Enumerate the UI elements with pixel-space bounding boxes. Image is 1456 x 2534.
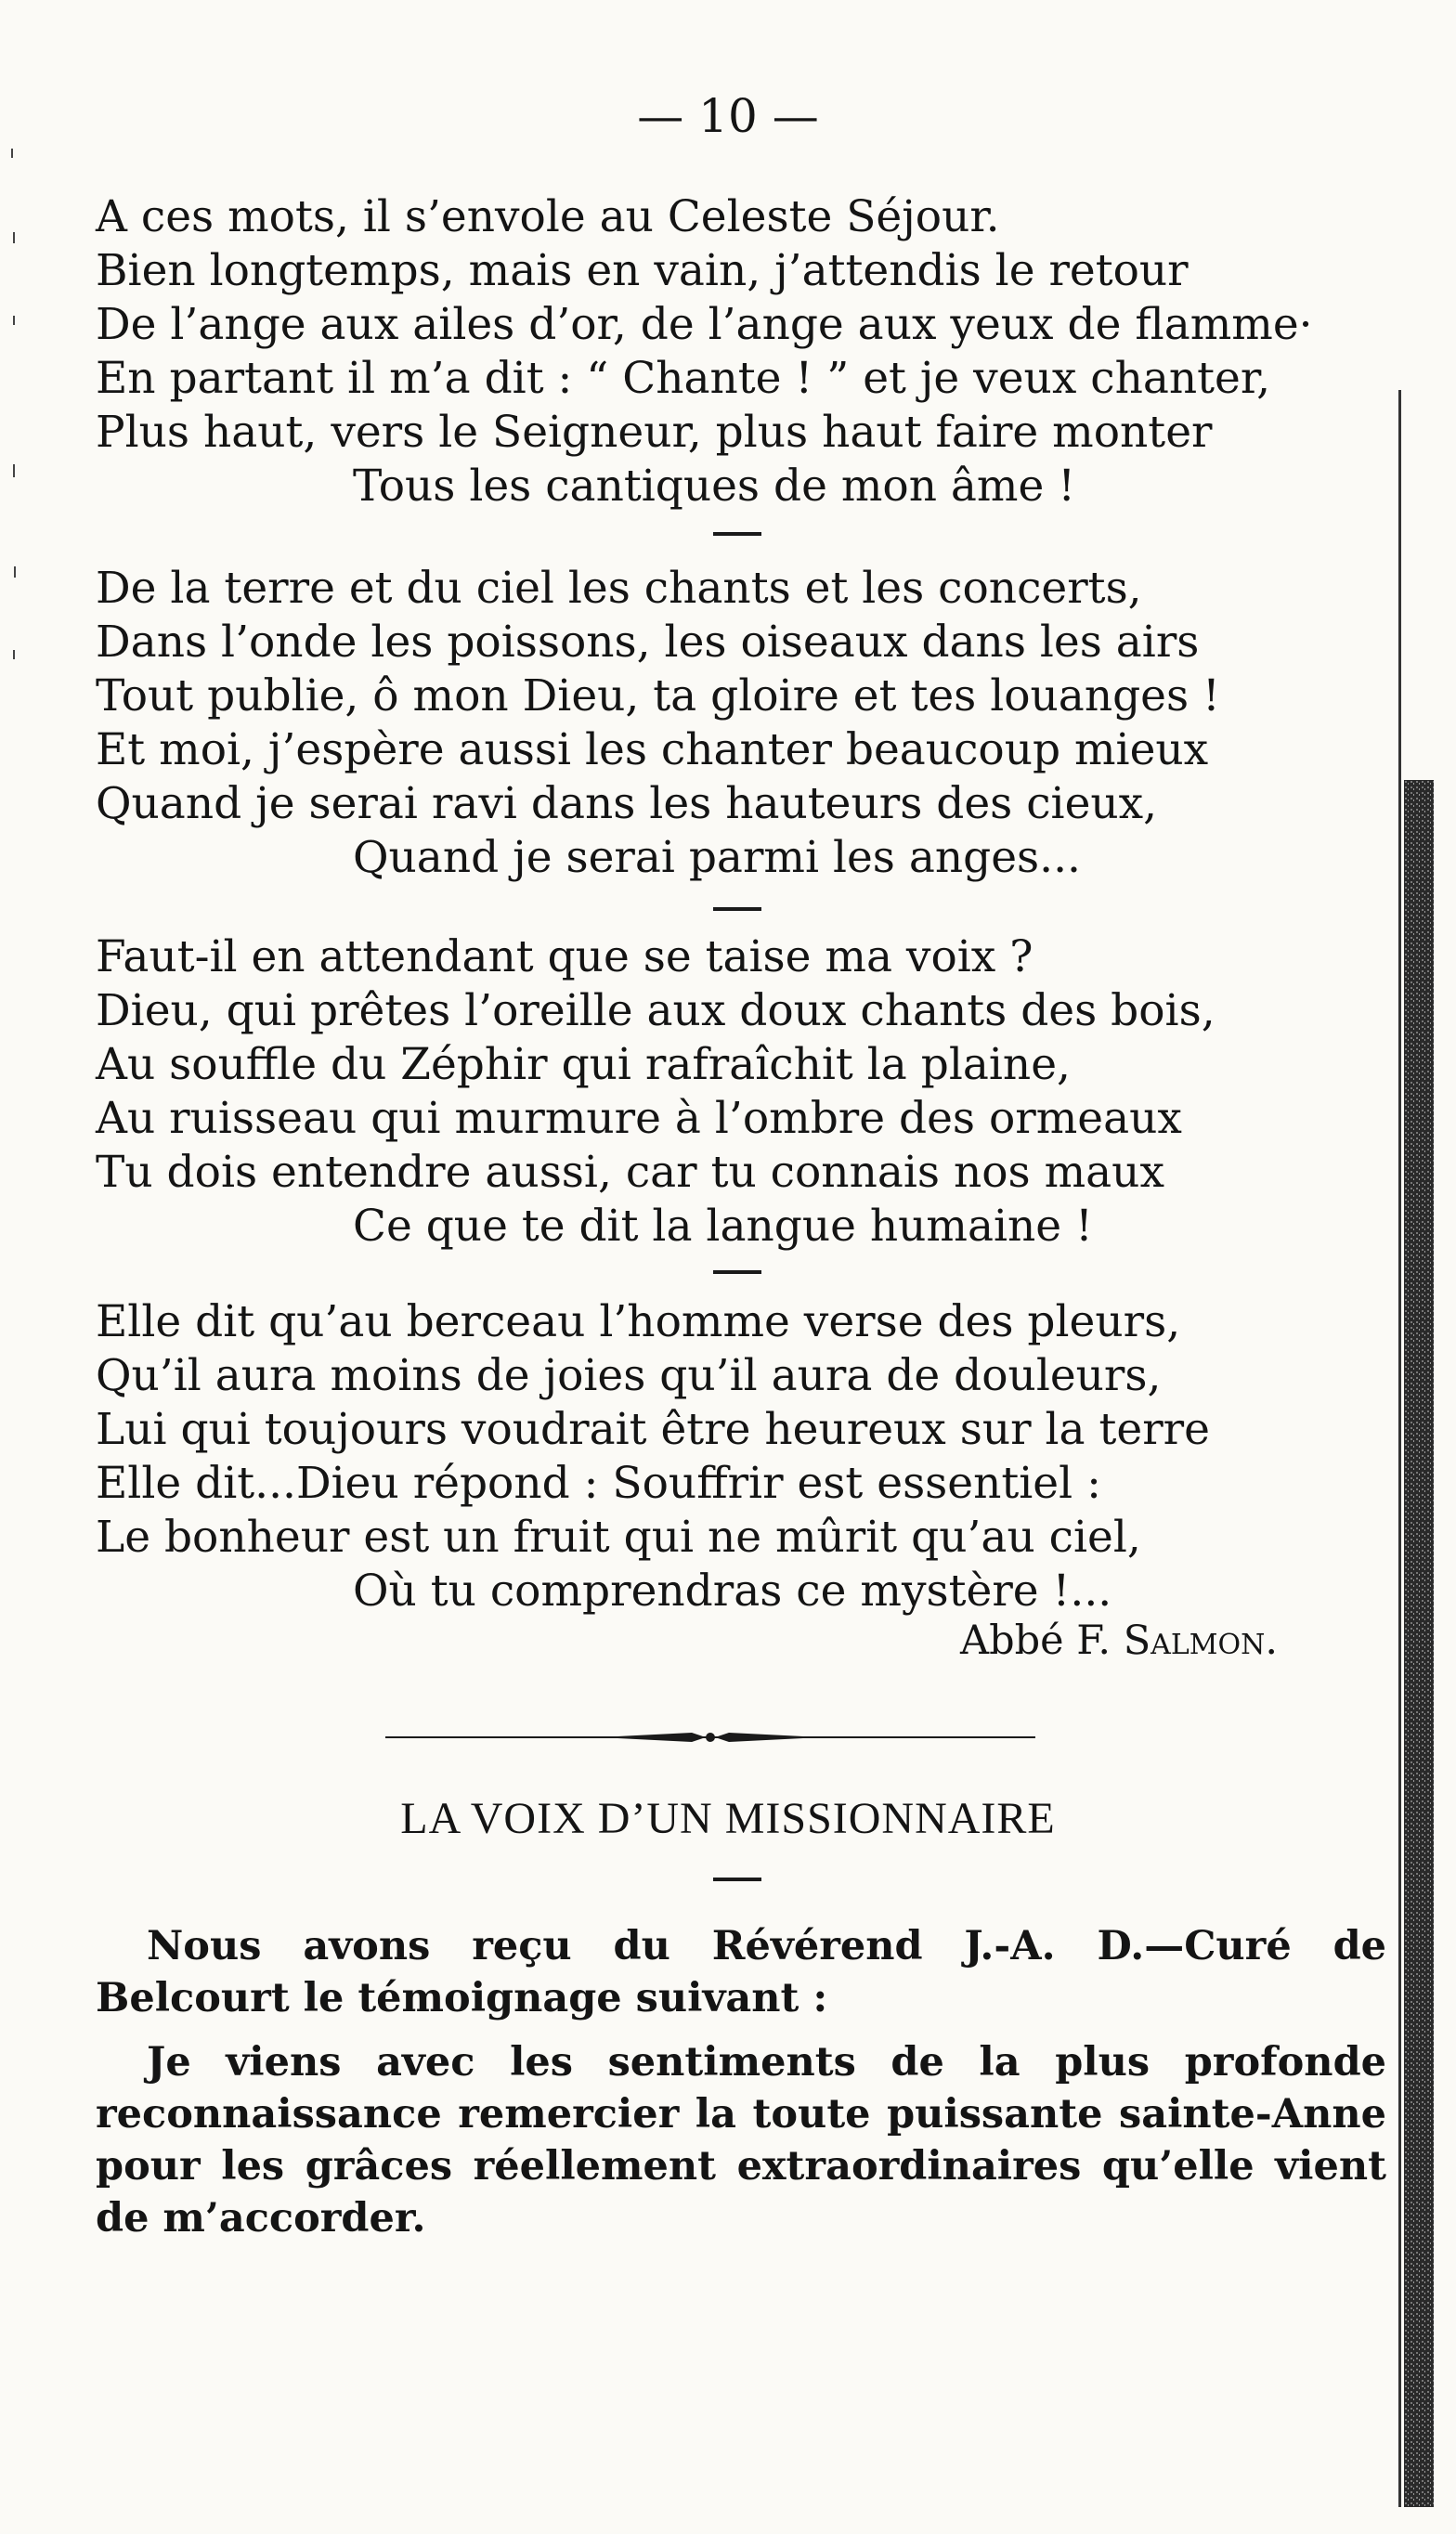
author-signature: [960, 1616, 1278, 1666]
signature-name: Salmon.: [1123, 1618, 1278, 1664]
margin-specks: [0, 0, 37, 743]
verse-line-indented: Quand je serai parmi les anges...: [353, 832, 1081, 883]
verse-line: En partant il m’a dit : “ Chante ! ” et je veux chanter,: [96, 353, 1271, 404]
verse-line: De la terre et du ciel les chants et les concerts,: [96, 563, 1142, 614]
verse-line: Dieu, qui prêtes l’oreille aux doux chants des bois,: [96, 985, 1216, 1036]
verse-line: Le bonheur est un fruit qui ne mûrit qu’au ciel,: [96, 1512, 1141, 1563]
verse-line: Tu dois entendre aussi, car tu connais nos maux: [96, 1147, 1164, 1198]
signature-prefix: Abbé F.: [960, 1618, 1124, 1664]
section-title: LA VOIX D’UN MISSIONNAIRE: [400, 1794, 1056, 1843]
ornamental-divider: [385, 1727, 1035, 1748]
paragraph-intro: Nous avons reçu du Révérend J.-A. D.—Curé de Belcourt le témoignage suivant :: [96, 1923, 1386, 2021]
verse-line: Qu’il aura moins de joies qu’il aura de douleurs,: [96, 1350, 1162, 1401]
stanza-separator: [713, 532, 761, 536]
paragraph-testimony: Je viens avec les sentiments de la plus profonde reconnaissance remercier la toute puissante sainte-Anne pour les grâces réellement extraordinaires qu’elle vient de m’accorder.: [96, 2039, 1386, 2242]
verse-line-indented: Où tu comprendras ce mystère !...: [353, 1566, 1112, 1617]
verse-line: Et moi, j’espère aussi les chanter beaucoup mieux: [96, 724, 1209, 775]
verse-line: Quand je serai ravi dans les hauteurs des cieux,: [96, 778, 1158, 829]
verse-line: Lui qui toujours voudrait être heureux sur la terre: [96, 1404, 1210, 1455]
page-number: — 10 —: [637, 89, 819, 143]
verse-line: Au souffle du Zéphir qui rafraîchit la plaine,: [96, 1039, 1071, 1090]
verse-line: Faut-il en attendant que se taise ma voix ?: [96, 931, 1034, 982]
verse-line: Elle dit...Dieu répond : Souffrir est essentiel :: [96, 1458, 1101, 1509]
verse-line: Tout publie, ô mon Dieu, ta gloire et tes louanges !: [96, 670, 1220, 721]
stanza-separator: [713, 907, 761, 911]
verse-line: Plus haut, vers le Seigneur, plus haut faire monter: [96, 407, 1213, 458]
verse-line: De l’ange aux ailes d’or, de l’ange aux yeux de flamme·: [96, 299, 1313, 350]
verse-line-indented: Ce que te dit la langue humaine !: [353, 1201, 1093, 1252]
verse-line: Bien longtemps, mais en vain, j’attendis le retour: [96, 245, 1189, 296]
verse-line: Elle dit qu’au berceau l’homme verse des pleurs,: [96, 1296, 1181, 1347]
verse-line: Au ruisseau qui murmure à l’ombre des ormeaux: [96, 1093, 1182, 1144]
title-separator: [713, 1878, 761, 1881]
verse-line: A ces mots, il s’envole au Celeste Séjour.: [96, 191, 1000, 242]
stanza-separator: [713, 1270, 761, 1274]
scan-edge-shadow: [1398, 390, 1436, 2507]
verse-line-indented: Tous les cantiques de mon âme !: [353, 461, 1076, 512]
verse-line: Dans l’onde les poissons, les oiseaux dans les airs: [96, 617, 1200, 668]
